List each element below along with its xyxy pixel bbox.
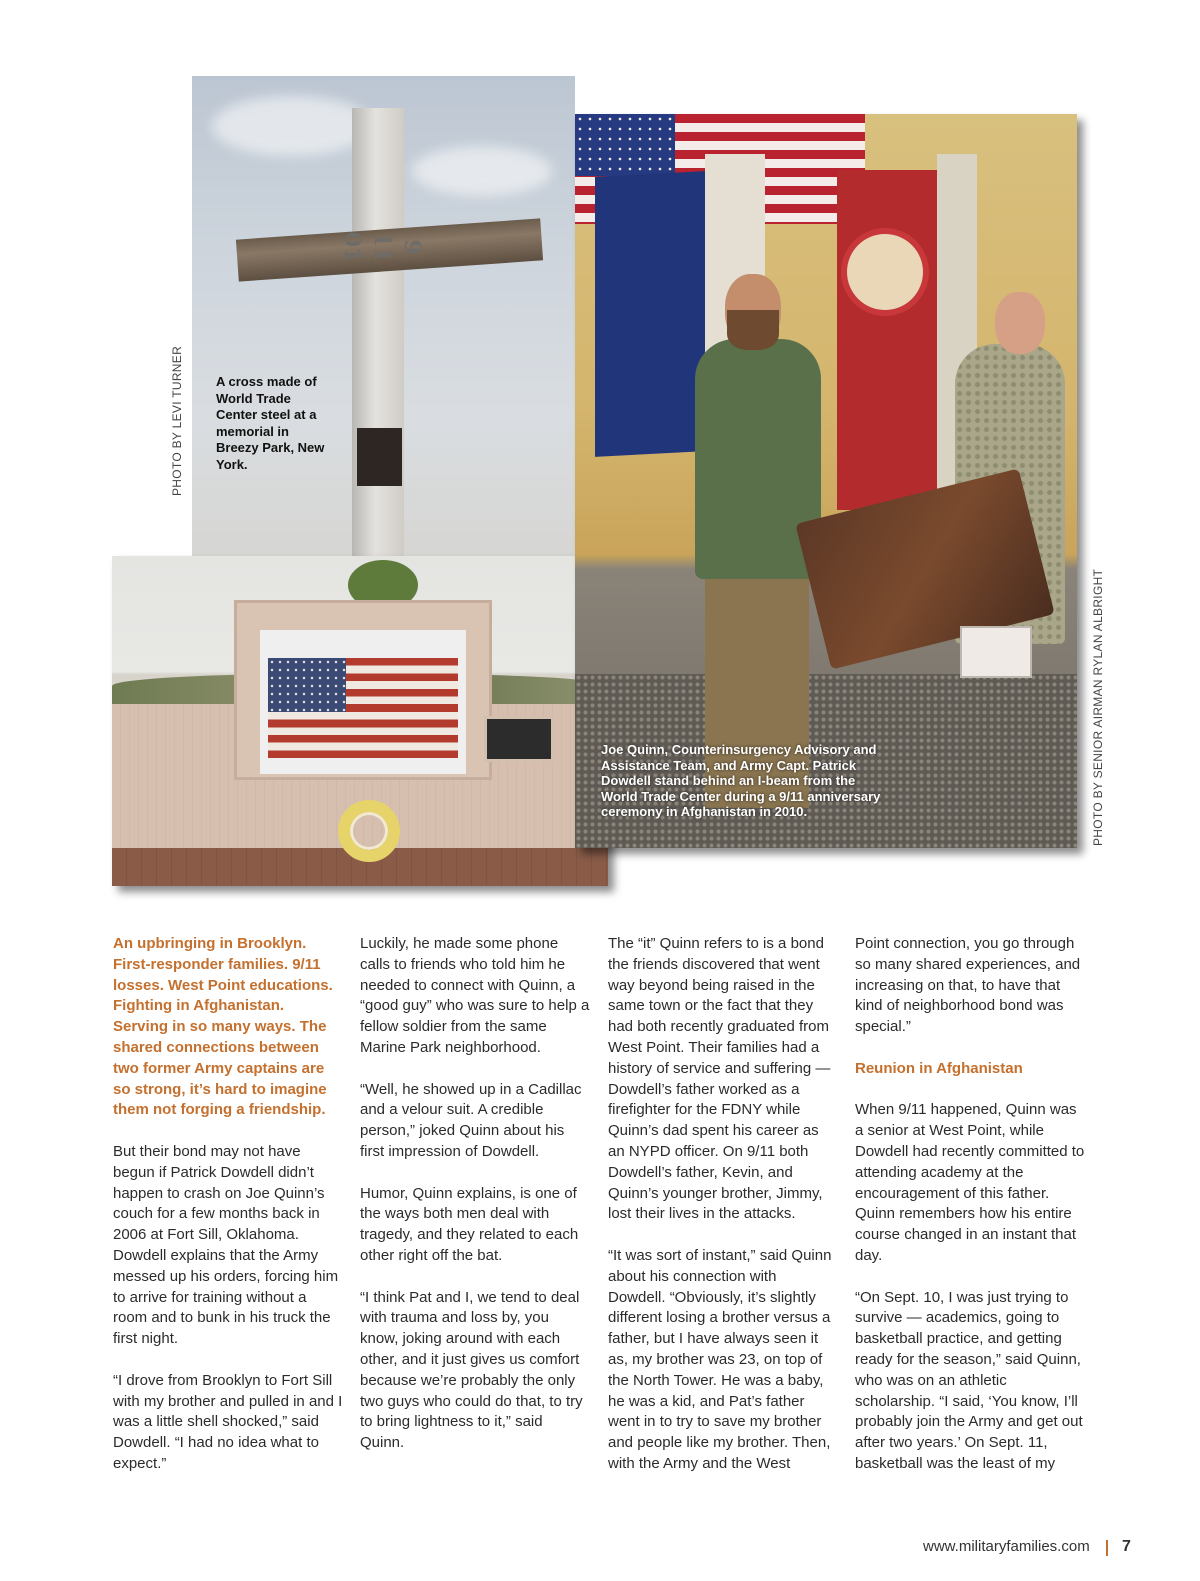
sky-cloud — [412, 146, 552, 196]
article-column-2 — [360, 934, 590, 1475]
page-number: 7 — [1122, 1538, 1131, 1555]
paragraph: Humor, Quinn explains, is one of the ways both men deal with tragedy, and they related to each other right off the bat. — [360, 1184, 579, 1264]
footer-website-url[interactable]: www.militaryfamilies.com — [923, 1538, 1090, 1555]
cross-plaque — [357, 428, 402, 486]
article-column-3 — [608, 934, 838, 1496]
paragraph: Luckily, he made some phone calls to friends who told him he needed to connect with Quinn, a “good guy” who was sure to help a fellow soldier from the same Marine Park neighborhood. — [360, 935, 590, 1056]
paragraph: The “it” Quinn refers to is a bond the friends discovered that went way beyond being raised in the same town or the fact that they had both recently graduated from West Point. Their families had a history of service and suffering — Dowdell’s father worked as a firefighter for the FDNY while Quinn’s dad spent his career as an NYPD officer. On 9/11 both Dowdell’s father, Kevin, and Quinn’s younger brother, Jimmy, lost their lives in the attacks. — [608, 935, 831, 1223]
section-subhead: Reunion in Afghanistan — [855, 1059, 1023, 1077]
paragraph: “I think Pat and I, we tend to deal with trauma and loss by, you know, joking around with each other, and it just gives us comfort because we’re probably the only two guys who could do that, to try to bring lightness to it,” said Quinn. — [360, 1288, 583, 1452]
paragraph: “Well, he showed up in a Cadillac and a velour suit. A credible person,” joked Quinn about his first impression of Dowdell. — [360, 1080, 582, 1160]
paragraph: Point connection, you go through so many shared experiences, and increasing on that, to have that kind of neighborhood bond was special.” — [855, 935, 1081, 1036]
display-card — [960, 626, 1032, 678]
fdny-emblem — [847, 234, 923, 310]
memorial-sign — [484, 716, 554, 762]
photo-flag-memorial-wall — [112, 556, 608, 886]
state-flag-banner — [595, 171, 705, 457]
us-flag-canton — [575, 114, 675, 176]
photo-credit-cross: PHOTO BY LEVI TURNER — [170, 345, 184, 496]
sky-cloud — [212, 96, 372, 156]
fdny-flag-banner — [837, 170, 937, 510]
photo-afghanistan-ceremony — [575, 114, 1077, 848]
paragraph: But their bond may not have begun if Patrick Dowdell didn’t happen to crash on Joe Quinn’s couch for a few months back in 2006 at Fort Sill, Oklahoma. Dowdell explains that the Army messed up his orders, forcing him to arrive for training without a room and to bunk in his truck the first night. — [113, 1142, 339, 1348]
article-column-4 — [855, 934, 1085, 1496]
photo-wtc-steel-cross — [192, 76, 575, 556]
paragraph: “It was sort of instant,” said Quinn about his connection with Dowdell. “Obviously, it’s slightly different losing a brother versus a father, but I have always seen it as, my brother was 23, on top of the North Tower. He was a baby, he was a kid, and Pat’s father went in to try to save my brother and people like my brother. Then, with the Army and the West — [608, 1246, 832, 1472]
photo-caption-cross: A cross made of World Trade Center steel at a memorial in Breezy Park, New York. — [216, 374, 325, 472]
cross-digits: 9 11 01 — [339, 231, 425, 263]
man-beard — [727, 310, 779, 350]
photo-credit-ceremony: PHOTO BY SENIOR AIRMAN RYLAN ALBRIGHT — [1091, 568, 1105, 846]
article-column-1 — [113, 934, 343, 1496]
footer-separator — [1106, 1540, 1108, 1556]
flower-wreath — [338, 800, 400, 862]
article-lead: An upbringing in Brooklyn. First-responder families. 9/11 losses. West Point educations. Fighting in Afghanistan. Serving in so many ways. The shared connections between two former Army captains are so strong, it’s hard to imagine them not forging a friendship. — [113, 935, 333, 1119]
paragraph: “I drove from Brooklyn to Fort Sill with my brother and pulled in and I was a little shell shocked,” said Dowdell. “I had no idea what to expect.” — [113, 1371, 343, 1472]
cross-post — [352, 108, 404, 556]
soldier-head — [995, 292, 1045, 354]
paragraph: When 9/11 happened, Quinn was a senior at West Point, while Dowdell had recently committed to attending academy at the encouragement of this father. Quinn remembers how his entire course changed in an instant that day. — [855, 1101, 1085, 1264]
photo-caption-ceremony: Joe Quinn, Counterinsurgency Advisory and Assistance Team, and Army Capt. Patrick Dowdell stand behind an I-beam from the World Trade Center during a 9/11 anniversary ceremony in Afghanistan in 2010. — [601, 742, 881, 819]
flag-display — [260, 630, 466, 774]
flag-canton — [268, 658, 346, 712]
paragraph: “On Sept. 10, I was just trying to survive — academics, going to basketball practice, and getting ready for the season,” said Quinn, who was on an athletic scholarship. “I said, ‘You know, I’ll probably join the Army and get out after two years.’ On Sept. 11, basketball was the least of my — [855, 1288, 1083, 1472]
